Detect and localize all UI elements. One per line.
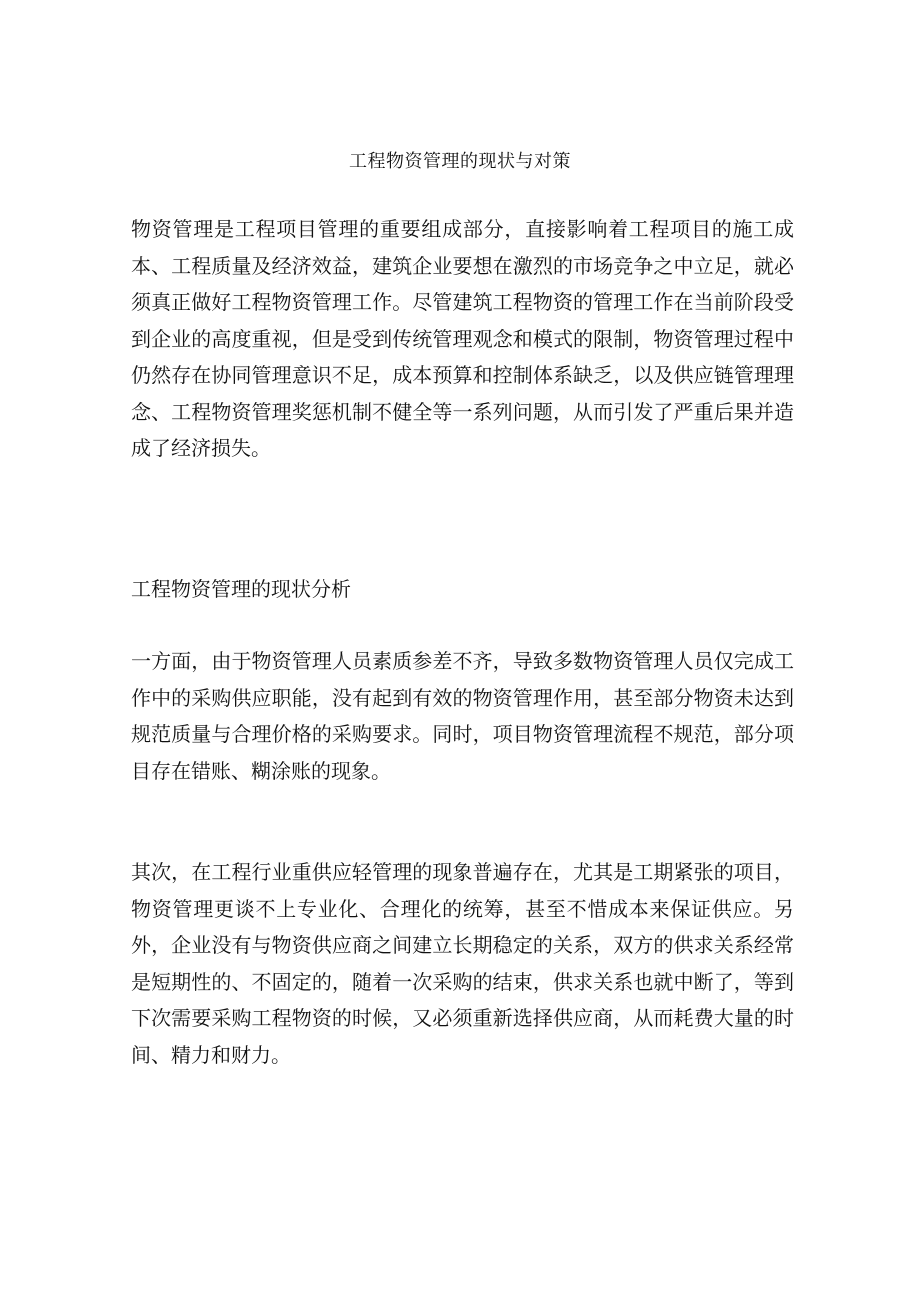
intro-paragraph: 物资管理是工程项目管理的重要组成部分，直接影响着工程项目的施工成本、工程质量及经济效益，建筑企业要想在激烈的市场竞争之中立足，就必须真正做好工程物资管理工作。尽管建筑工程物资的管理工作在当前阶段受到企业的高度重视，但是受到传统管理观念和模式的限制，物资管理过程中仍然存在协同管理意识不足，成本预算和控制体系缺乏，以及供应链管理理念、工程物资管理奖惩机制不健全等一系列问题，从而引发了严重后果并造成了经济损失。	[131, 217, 794, 460]
document-title: 工程物资管理的现状与对策	[349, 151, 571, 172]
paragraph-point-two: 其次，在工程行业重供应轻管理的现象普遍存在，尤其是工期紧张的项目，物资管理更谈不上专业化、合理化的统筹，甚至不惜成本来保证供应。另外，企业没有与物资供应商之间建立长期稳定的关系，双方的供求关系经常是短期性的、不固定的，随着一次采购的结束，供求关系也就中断了，等到下次需要采购工程物资的时候，又必须重新选择供应商，从而耗费大量的时间、精力和财力。	[131, 860, 794, 1067]
section-heading: 工程物资管理的现状分析	[131, 577, 351, 601]
paragraph-point-one: 一方面，由于物资管理人员素质参差不齐，导致多数物资管理人员仅完成工作中的采购供应职能，没有起到有效的物资管理作用，甚至部分物资未达到规范质量与合理价格的采购要求。同时，项目物资管理流程不规范，部分项目存在错账、糊涂账的现象。	[131, 649, 794, 783]
